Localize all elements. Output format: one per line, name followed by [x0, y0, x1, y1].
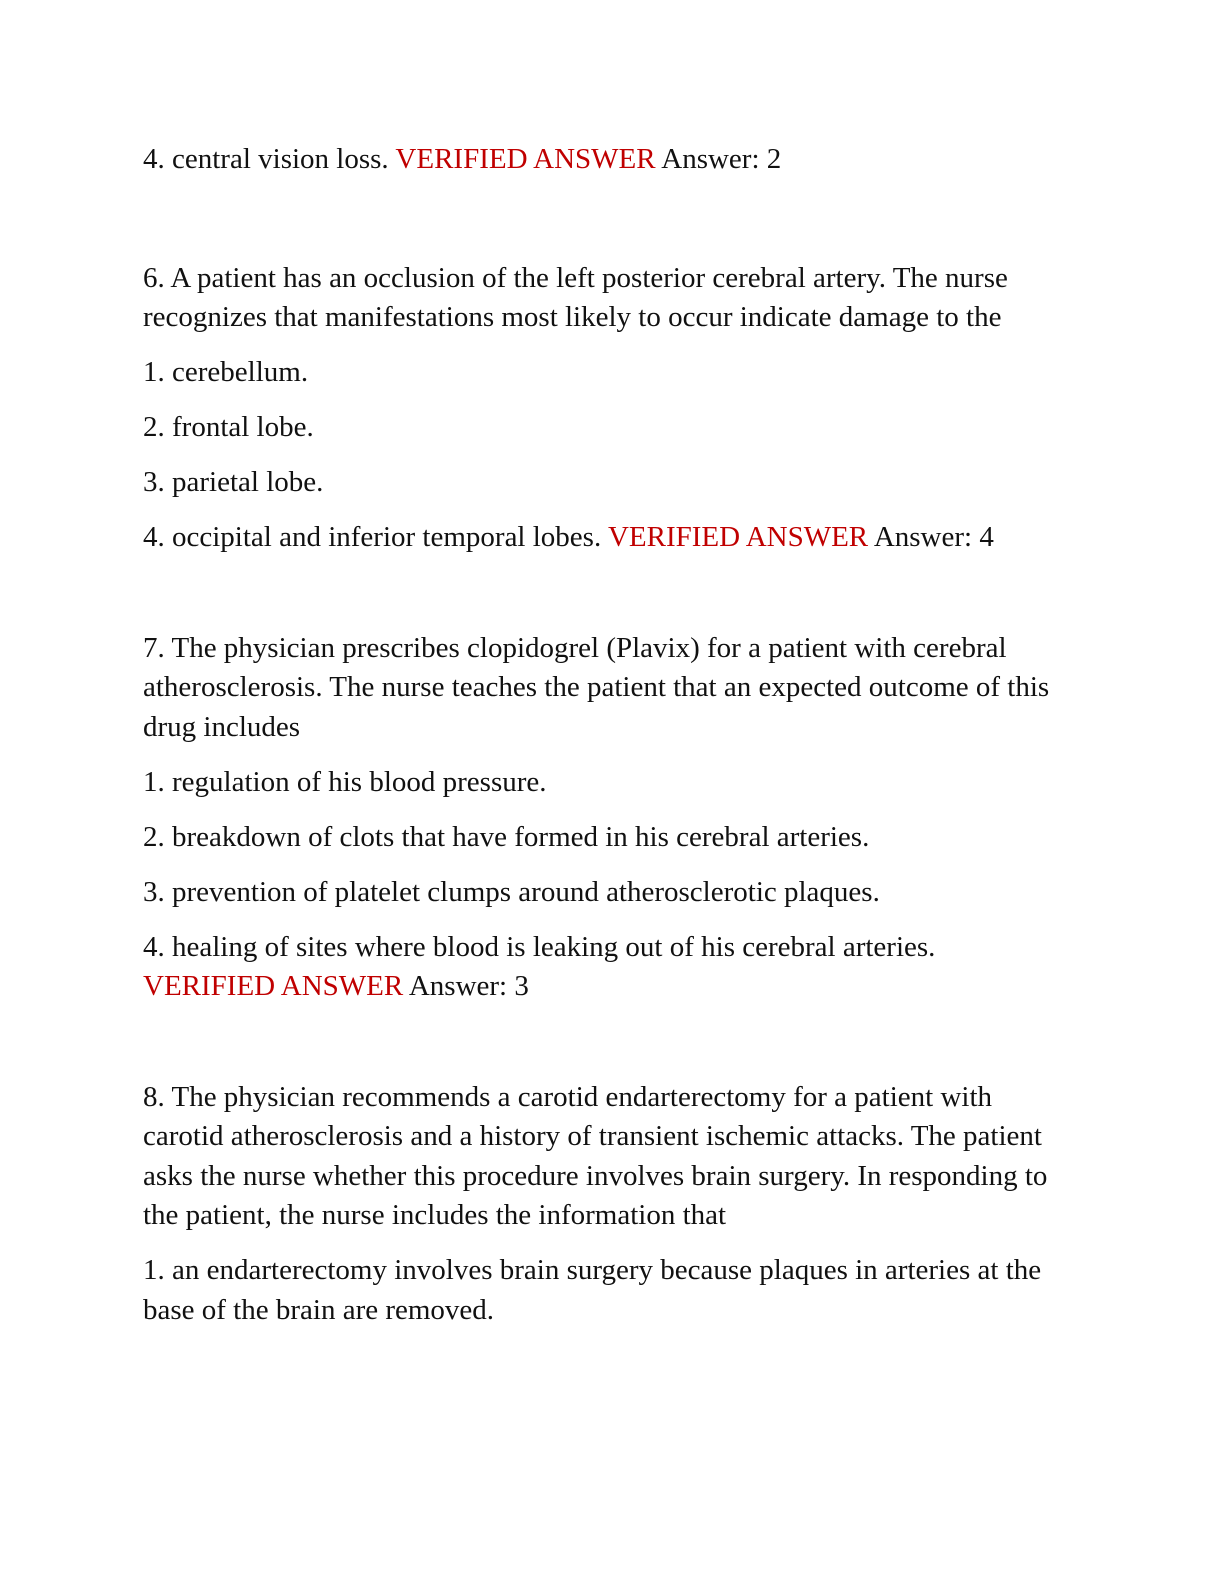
- answer-text: Answer: 2: [661, 143, 782, 175]
- question-6-stem: 6. A patient has an occlusion of the left posterior cerebral artery. The nurse recognizes that manifestations most likely to occur indicate damage to the: [143, 261, 1008, 333]
- question-5-option-4: [143, 140, 1073, 180]
- option-text: 4. central vision loss.: [143, 143, 389, 175]
- question-7-option-3: 3. prevention of platelet clumps around atherosclerotic plaques.: [143, 875, 880, 908]
- question-8-option-1: 1. an endarterectomy involves brain surgery because plaques in arteries at the base of the brain are removed.: [143, 1254, 1042, 1326]
- question-6-option-4: [143, 518, 1073, 558]
- spacer: [143, 180, 1073, 259]
- verified-answer-label: VERIFIED ANSWER: [143, 970, 404, 1002]
- question-7-option-4: [143, 928, 1073, 1007]
- verified-answer-label: VERIFIED ANSWER: [395, 143, 656, 175]
- option-text: 4. occipital and inferior temporal lobes.: [143, 521, 602, 553]
- document-page: [143, 140, 1073, 1330]
- answer-text: Answer: 3: [408, 970, 529, 1002]
- question-8-stem: 8. The physician recommends a carotid endarterectomy for a patient with carotid atherosclerosis and a history of transient ischemic attacks. The patient asks the nurse whether this procedure involves brain surgery. In responding to the patient, the nurse includes the information that: [143, 1080, 1048, 1231]
- spacer: [143, 1007, 1073, 1078]
- option-text: 4. healing of sites where blood is leaking out of his cerebral arteries.: [143, 930, 936, 963]
- verified-answer-label: VERIFIED ANSWER: [607, 521, 869, 553]
- question-7-stem: 7. The physician prescribes clopidogrel (Plavix) for a patient with cerebral atherosclerosis. The nurse teaches the patient that an expected outcome of this drug includes: [143, 631, 1050, 743]
- spacer: [143, 558, 1073, 629]
- answer-text: Answer: 4: [873, 521, 994, 553]
- question-7-option-1: 1. regulation of his blood pressure.: [143, 765, 547, 798]
- question-6-option-2: 2. frontal lobe.: [143, 411, 314, 443]
- question-6-option-1: 1. cerebellum.: [143, 356, 309, 388]
- question-7-option-2: 2. breakdown of clots that have formed in his cerebral arteries.: [143, 820, 870, 853]
- question-6-option-3: 3. parietal lobe.: [143, 466, 324, 498]
